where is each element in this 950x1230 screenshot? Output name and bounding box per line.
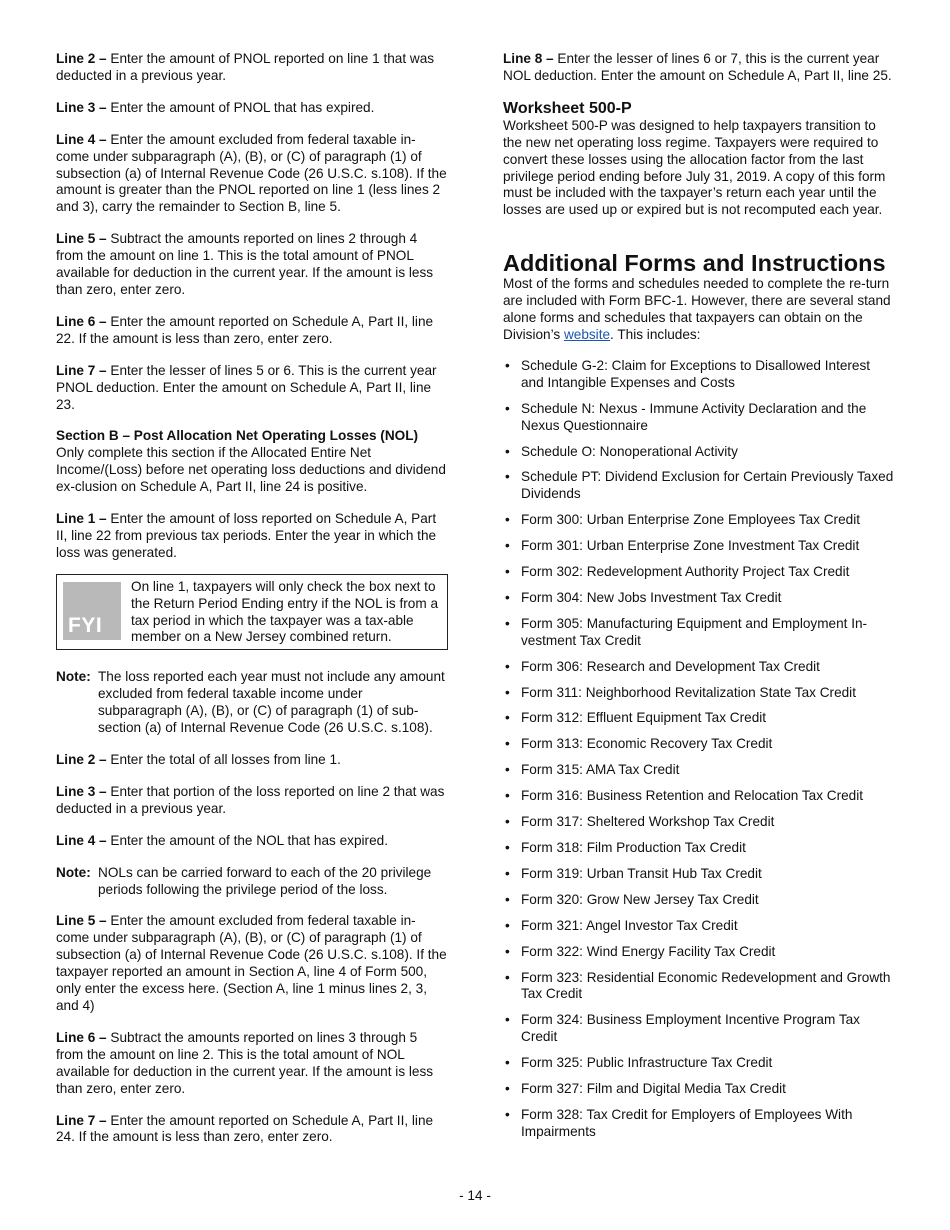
page-number: - 14 - xyxy=(459,1188,491,1203)
list-item-text: Form 301: Urban Enterprise Zone Investment Tax Credit xyxy=(521,538,860,554)
list-item xyxy=(503,736,895,753)
right-column xyxy=(503,51,895,1150)
list-item xyxy=(503,1081,895,1098)
bullet-icon: • xyxy=(505,710,510,726)
bullet-icon: • xyxy=(505,943,510,959)
list-item-text: Form 302: Redevelopment Authority Project Tax Credit xyxy=(521,564,850,580)
list-item xyxy=(503,659,895,676)
list-item xyxy=(503,590,895,607)
section-b-line-3: Line 3 – Enter that portion of the loss reported on line 2 that was deducted in a previous year. xyxy=(56,783,445,816)
list-item xyxy=(503,1012,895,1046)
bullet-icon: • xyxy=(505,865,510,881)
section-b-line-2: Line 2 – Enter the total of all losses from line 1. xyxy=(56,752,341,767)
list-item xyxy=(503,1107,895,1141)
section-b-line-1: Line 1 – Enter the amount of loss reported on Schedule A, Part II, line 22 from previous tax periods. Enter the year in which the loss was generated. xyxy=(56,511,437,560)
bullet-icon: • xyxy=(505,1081,510,1097)
bullet-icon: • xyxy=(505,1055,510,1071)
fyi-icon: FYI xyxy=(63,582,121,640)
list-item-text: Schedule N: Nexus - Immune Activity Declaration and the Nexus Questionnaire xyxy=(521,400,867,433)
section-b-line-6: Line 6 – Subtract the amounts reported on lines 3 through 5 from the amount on line 2. This is the total amount of NOL available for deduction in the current year. If the amount is less than zero, enter zero. xyxy=(56,1029,434,1096)
section-a-line-7: Line 7 – Enter the lesser of lines 5 or 6. This is the current year PNOL deduction. Enter the amount on Schedule A, Part II, line 23. xyxy=(56,362,437,412)
list-item-text: Form 327: Film and Digital Media Tax Credit xyxy=(521,1081,786,1097)
list-item-text: Form 319: Urban Transit Hub Tax Credit xyxy=(521,865,762,881)
list-item xyxy=(503,685,895,702)
bullet-icon: • xyxy=(505,736,510,752)
bullet-icon: • xyxy=(505,762,510,778)
bullet-icon: • xyxy=(505,658,510,674)
additional-forms-heading: Additional Forms and Instructions xyxy=(503,250,886,277)
section-b-line-4: Line 4 – Enter the amount of the NOL that has expired. xyxy=(56,832,388,848)
list-item xyxy=(503,866,895,883)
bullet-icon: • xyxy=(505,1012,510,1028)
list-item-text: Form 317: Sheltered Workshop Tax Credit xyxy=(521,814,775,830)
section-b-line-7: Line 7 – Enter the amount reported on Schedule A, Part II, line 24. If the amount is less than zero, enter zero. xyxy=(56,1112,434,1145)
section-a-line-3: Line 3 – Enter the amount of PNOL that has expired. xyxy=(56,99,375,115)
worksheet-heading: Worksheet 500-P xyxy=(503,99,632,117)
bullet-icon: • xyxy=(505,840,510,855)
bullet-icon: • xyxy=(505,615,510,631)
list-item-text: Form 321: Angel Investor Tax Credit xyxy=(521,917,738,933)
bullet-icon: • xyxy=(505,589,510,605)
list-item-text: Form 320: Grow New Jersey Tax Credit xyxy=(521,891,759,907)
list-item-text: Form 324: Business Employment Incentive Program Tax Credit xyxy=(521,1012,860,1045)
list-item-text: Form 313: Economic Recovery Tax Credit xyxy=(521,736,773,752)
bullet-icon: • xyxy=(505,684,510,700)
list-item-text: Form 304: New Jobs Investment Tax Credit xyxy=(521,589,782,605)
worksheet-text: Worksheet 500-P was designed to help taxpayers transition to the new net operating loss regime. Taxpayers were required to convert these losses using the allocation factor from the last privilege period ending before July 31, 2019. A copy of this form must be included with the taxpayer’s return each year until the losses are used up or expired but is not recomputed each year. xyxy=(503,117,886,218)
left-column xyxy=(56,51,448,1161)
section-a-line-2: Line 2 – Enter the amount of PNOL reported on line 1 that was deducted in a previous year. xyxy=(56,51,435,83)
bullet-icon: • xyxy=(505,538,510,554)
list-item xyxy=(503,918,895,935)
list-item-text: Form 315: AMA Tax Credit xyxy=(521,762,680,778)
section-b-intro: Only complete this section if the Allocated Entire Net Income/(Loss) before net operating loss deductions and dividend ex-clusion on Schedule A, Part II, line 24 is positive. xyxy=(56,445,446,495)
bullet-icon: • xyxy=(505,891,510,907)
bullet-icon: • xyxy=(505,814,510,830)
list-item-text: Form 318: Film Production Tax Credit xyxy=(521,840,746,855)
section-b-line-5: Line 5 – Enter the amount excluded from federal taxable in-come under subparagraph (A), (B), or (C) of paragraph (1) of subsection (a) of Internal Revenue Code (26 U.S.C. s.108). If the taxpayer reported an amount in Section A, line 4 of Form 500, only enter the excess here. (Section A, line 1 minus lines 2, 3, and 4) xyxy=(56,913,447,1013)
list-item xyxy=(503,444,895,461)
list-item-text: Form 325: Public Infrastructure Tax Credit xyxy=(521,1055,773,1071)
list-item-text: Form 311: Neighborhood Revitalization State Tax Credit xyxy=(521,684,856,700)
list-item-text: Form 316: Business Retention and Relocation Tax Credit xyxy=(521,788,864,804)
bullet-icon: • xyxy=(505,564,510,580)
note-carry-forward: Note: NOLs can be carried forward to each of the 20 privilege periods following the privilege period of the loss. xyxy=(56,864,432,897)
list-item xyxy=(503,358,895,392)
list-item xyxy=(503,564,895,581)
bullet-icon: • xyxy=(505,400,510,416)
list-item xyxy=(503,814,895,831)
list-item xyxy=(503,469,895,503)
list-item xyxy=(503,892,895,909)
list-item-text: Form 323: Residential Economic Redevelopment and Growth Tax Credit xyxy=(521,969,891,1002)
bullet-icon: • xyxy=(505,357,510,373)
list-item-text: Schedule G-2: Claim for Exceptions to Disallowed Interest and Intangible Expenses and Costs xyxy=(521,357,871,390)
list-item xyxy=(503,762,895,779)
bullet-icon: • xyxy=(505,443,510,459)
list-item-text: Schedule O: Nonoperational Activity xyxy=(521,443,738,459)
website-link[interactable]: website xyxy=(563,326,611,342)
bullet-icon: • xyxy=(505,788,510,804)
list-item xyxy=(503,944,895,961)
list-item xyxy=(503,512,895,529)
list-item xyxy=(503,840,895,857)
bullet-icon: • xyxy=(505,969,510,985)
section-a-line-6: Line 6 – Enter the amount reported on Schedule A, Part II, line 22. If the amount is less than zero, enter zero. xyxy=(56,313,434,346)
bullet-icon: • xyxy=(505,469,510,485)
list-item xyxy=(503,538,895,555)
section-b-line-8: Line 8 – Enter the lesser of lines 6 or 7, this is the current year NOL deduction. Enter the amount on Schedule A, Part II, line 25. xyxy=(503,51,892,83)
list-item-text: Form 322: Wind Energy Facility Tax Credit xyxy=(521,943,776,959)
section-a-line-4: Line 4 – Enter the amount excluded from federal taxable in-come under subparagraph (A), (B), or (C) of paragraph (1) of subsection (a) of Internal Revenue Code (26 U.S.C. s.108). If the amount is greater than the PNOL reported on line 1 (less lines 2 and 3), carry the remainder to Section B, line 5. xyxy=(56,131,447,215)
list-item xyxy=(503,970,895,1004)
section-b-heading: Section B – Post Allocation Net Operating Losses (NOL) xyxy=(56,428,419,444)
list-item xyxy=(503,401,895,435)
section-a-line-5: Line 5 – Subtract the amounts reported on lines 2 through 4 from the amount on line 1. This is the total amount of PNOL available for deduction in the current year. If the amount is less than zero, enter zero. xyxy=(56,231,434,297)
list-item xyxy=(503,788,895,805)
list-item-text: Schedule PT: Dividend Exclusion for Certain Previously Taxed Dividends xyxy=(521,469,894,502)
list-item-text: Form 306: Research and Development Tax Credit xyxy=(521,658,820,674)
list-item-text: Form 312: Effluent Equipment Tax Credit xyxy=(521,710,767,726)
bullet-icon: • xyxy=(505,512,510,528)
list-item xyxy=(503,616,895,650)
list-item-text: Form 300: Urban Enterprise Zone Employees Tax Credit xyxy=(521,512,860,528)
fyi-text: On line 1, taxpayers will only check the box next to the Return Period Ending entry if the NOL is from a tax period in which the taxpayer was a tax-able member on a New Jersey combined return. xyxy=(131,578,439,645)
list-item-text: Form 305: Manufacturing Equipment and Employment In-vestment Tax Credit xyxy=(521,615,868,648)
fyi-box xyxy=(56,574,448,651)
forms-list xyxy=(503,358,895,1141)
note-loss-reported: Note: The loss reported each year must not include any amount excluded from federal taxable income under subparagraph (A), (B), or (C) of paragraph (1) of sub-section (a) of Internal Revenue Code (26 U.S.C. s.108). xyxy=(56,669,445,736)
bullet-icon: • xyxy=(505,1106,510,1122)
list-item-text: Form 328: Tax Credit for Employers of Employees With Impairments xyxy=(521,1106,853,1139)
additional-forms-intro: Most of the forms and schedules needed to complete the re-turn are included with Form BFC-1. However, there are several stand alone forms and schedules that taxpayers can obtain on the Division’s website. This includes: xyxy=(503,276,891,342)
list-item xyxy=(503,710,895,727)
bullet-icon: • xyxy=(505,917,510,933)
list-item xyxy=(503,1055,895,1072)
